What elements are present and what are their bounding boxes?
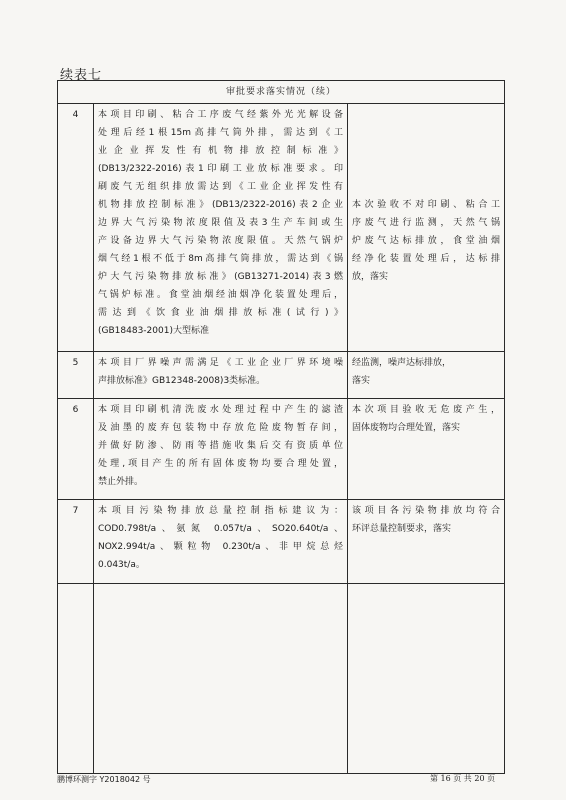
result-cell [348, 500, 505, 584]
text-line: 烟气经1根不低于8m高排气筒排放，需达到《锅 [98, 254, 343, 264]
text-line: 经净化装置处理后，达标排 [352, 254, 500, 264]
requirement-cell [94, 352, 348, 399]
text-line: 及油墨的废弃包装物中存放危险废物暂存间， [98, 423, 343, 433]
table-row [58, 352, 505, 399]
table-row [58, 104, 505, 352]
result-cell [348, 399, 505, 500]
text-line: 本次项目验收无危废产生， [352, 405, 500, 415]
text-line: 处理,项目产生的所有固体废物均要合理处置， [98, 459, 343, 469]
empty-cell [94, 584, 348, 774]
text-line: 产设备边界大气污染物浓度限值。天然气锅炉 [98, 236, 343, 246]
text-line: 本次验收不对印刷、粘合工 [352, 200, 500, 210]
text-line: 禁止外排。 [98, 477, 144, 487]
row-number: 5 [58, 352, 94, 399]
text-line: (GB18483-2001)大型标准 [98, 326, 209, 336]
text-line: 机物排放控制标准》(DB13/2322-2016)表2企业 [98, 200, 343, 210]
page-label: 续表七 [60, 68, 103, 83]
requirement-cell [94, 104, 348, 352]
text-line: 需达到《饮食业油烟排放标准(试行)》 [98, 308, 343, 318]
text-line: NOX2.994t/a、颗粒物 0.230t/a、非甲烷总烃 [98, 542, 343, 552]
text-line: 边界大气污染物浓度限值及表3生产车间或生 [98, 218, 343, 228]
table-row [58, 500, 505, 584]
text-line: 业企业挥发性有机物排放控制标准》 [98, 146, 343, 156]
requirement-cell [94, 500, 348, 584]
table-row [58, 399, 505, 500]
text-line: (DB13/2322-2016)表1印刷工业放标准要求。印 [98, 164, 343, 174]
text-line: 本项目厂界噪声需满足《工业企业厂界环境噪 [98, 358, 343, 368]
text-line: 炉废气达标排放，食堂油烟 [352, 236, 500, 246]
text-line: 0.043t/a。 [98, 560, 145, 570]
text-line: 本项目污染物排放总量控制指标建议为： [98, 506, 343, 516]
text-line: 声排放标准》GB12348-2008)3类标准。 [98, 376, 266, 386]
text-line: 本项目印刷、粘合工序废气经紫外光光解设备 [98, 110, 343, 120]
text-line: 炉大气污染物排放标准》(GB13271-2014)表3燃 [98, 272, 343, 282]
text-line: 本项目印刷机清洗废水处理过程中产生的滤渣 [98, 405, 343, 415]
empty-cell [348, 584, 505, 774]
table-header: 审批要求落实情况（续） [58, 81, 505, 104]
text-line: 环评总量控制要求，落实 [352, 524, 452, 534]
row-number: 7 [58, 500, 94, 584]
empty-cell [58, 584, 94, 774]
text-line: 经监测，噪声达标排放， [352, 358, 452, 368]
row-number: 6 [58, 399, 94, 500]
page-number: 第 16 页 共 20 页 [430, 774, 496, 783]
text-line: 气锅炉标准。食堂油烟经油烟净化装置处理后， [98, 290, 343, 300]
requirement-cell [94, 399, 348, 500]
result-cell [348, 104, 505, 352]
table-row-empty [58, 584, 505, 774]
text-line: 落实 [352, 376, 371, 386]
text-line: 并做好防渗、防雨等措施收集后交有资质单位 [98, 441, 343, 451]
row-number: 4 [58, 104, 94, 352]
text-line: 处理后经1根15m高排气筒外排，需达到《工 [98, 128, 343, 138]
table-header-row [58, 81, 505, 104]
result-cell [348, 352, 505, 399]
text-line: 刷废气无组织排放需达到《工业企业挥发性有 [98, 182, 343, 192]
text-line: 放，落实 [352, 272, 389, 282]
text-line: 该项目各污染物排放均符合 [352, 506, 500, 516]
approval-table [57, 80, 505, 774]
text-line: 序废气进行监测，天然气锅 [352, 218, 500, 228]
text-line: 固体废物均合理处置，落实 [352, 423, 461, 433]
text-line: COD0.798t/a、氨氮 0.057t/a、SO20.640t/a、 [98, 524, 343, 534]
report-number: 鹏博环测字 Y2018042 号 [57, 775, 151, 784]
